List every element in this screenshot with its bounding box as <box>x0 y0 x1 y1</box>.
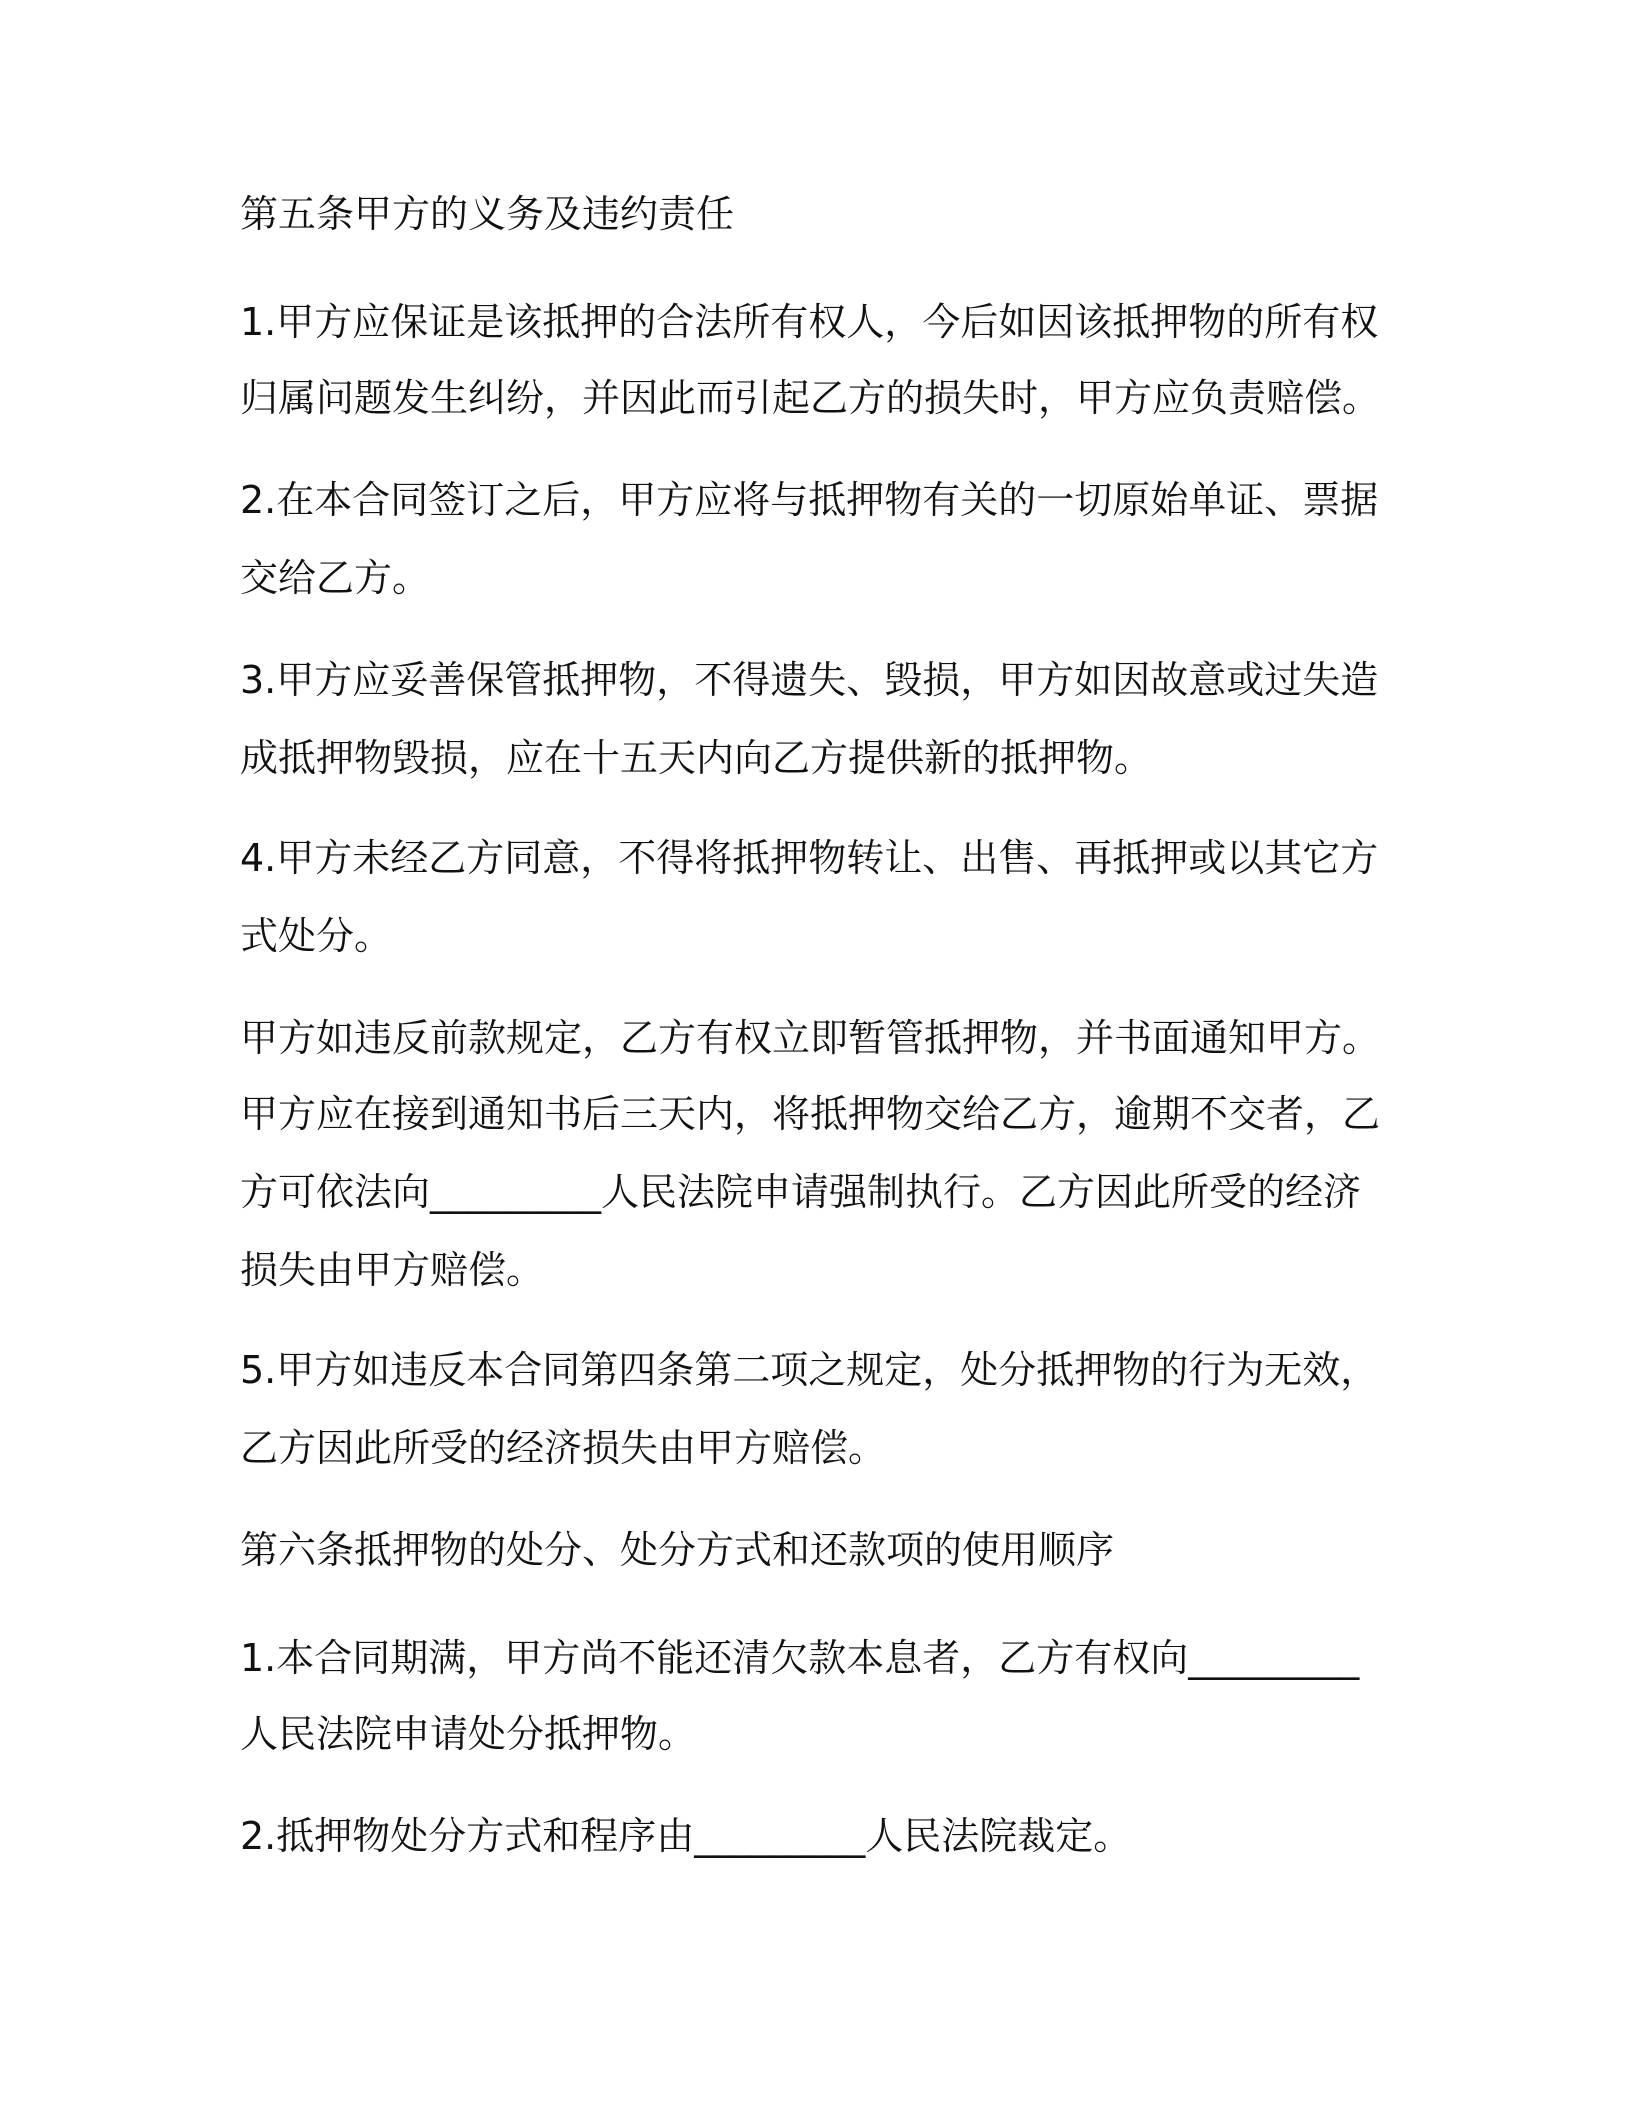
article6-clause1-line1: 1.本合同期满，甲方尚不能还清欠款本息者，乙方有权向_________ <box>240 1636 1360 1680</box>
article5-clause2-line1: 2.在本合同签订之后，甲方应将与抵押物有关的一切原始单证、票据 <box>240 478 1379 522</box>
article6-heading: 第六条抵押物的处分、处分方式和还款项的使用顺序 <box>240 1528 1115 1572</box>
article5-clause4-line2: 式处分。 <box>240 914 393 958</box>
article5-clause1-line1: 1.甲方应保证是该抵押的合法所有权人，今后如因该抵押物的所有权 <box>240 300 1379 344</box>
article5-clause4-remedy-line1: 甲方如违反前款规定，乙方有权立即暂管抵押物，并书面通知甲方。 <box>240 1016 1381 1060</box>
article5-clause2-line2: 交给乙方。 <box>240 556 431 600</box>
article6-clause2-line1: 2.抵押物处分方式和程序由_________人民法院裁定。 <box>240 1814 1132 1858</box>
article5-clause1-line2: 归属问题发生纠纷，并因此而引起乙方的损失时，甲方应负责赔偿。 <box>240 376 1381 420</box>
article5-heading: 第五条甲方的义务及违约责任 <box>240 192 735 236</box>
article5-clause3-line1: 3.甲方应妥善保管抵押物，不得遗失、毁损，甲方如因故意或过失造 <box>240 658 1379 702</box>
article5-clause4-remedy-line3: 方可依法向_________人民法院申请强制执行。乙方因此所受的经济 <box>240 1170 1362 1214</box>
article5-clause4-remedy-line2: 甲方应在接到通知书后三天内，将抵押物交给乙方，逾期不交者，乙 <box>240 1092 1381 1136</box>
article6-clause1-line2: 人民法院申请处分抵押物。 <box>240 1712 697 1756</box>
article5-clause3-line2: 成抵押物毁损，应在十五天内向乙方提供新的抵押物。 <box>240 736 1153 780</box>
article5-clause4-remedy-line4: 损失由甲方赔偿。 <box>240 1248 545 1292</box>
article5-clause4-line1: 4.甲方未经乙方同意，不得将抵押物转让、出售、再抵押或以其它方 <box>240 836 1379 880</box>
article5-clause5-line2: 乙方因此所受的经济损失由甲方赔偿。 <box>240 1426 887 1470</box>
article5-clause5-line1: 5.甲方如违反本合同第四条第二项之规定，处分抵押物的行为无效， <box>240 1348 1379 1392</box>
